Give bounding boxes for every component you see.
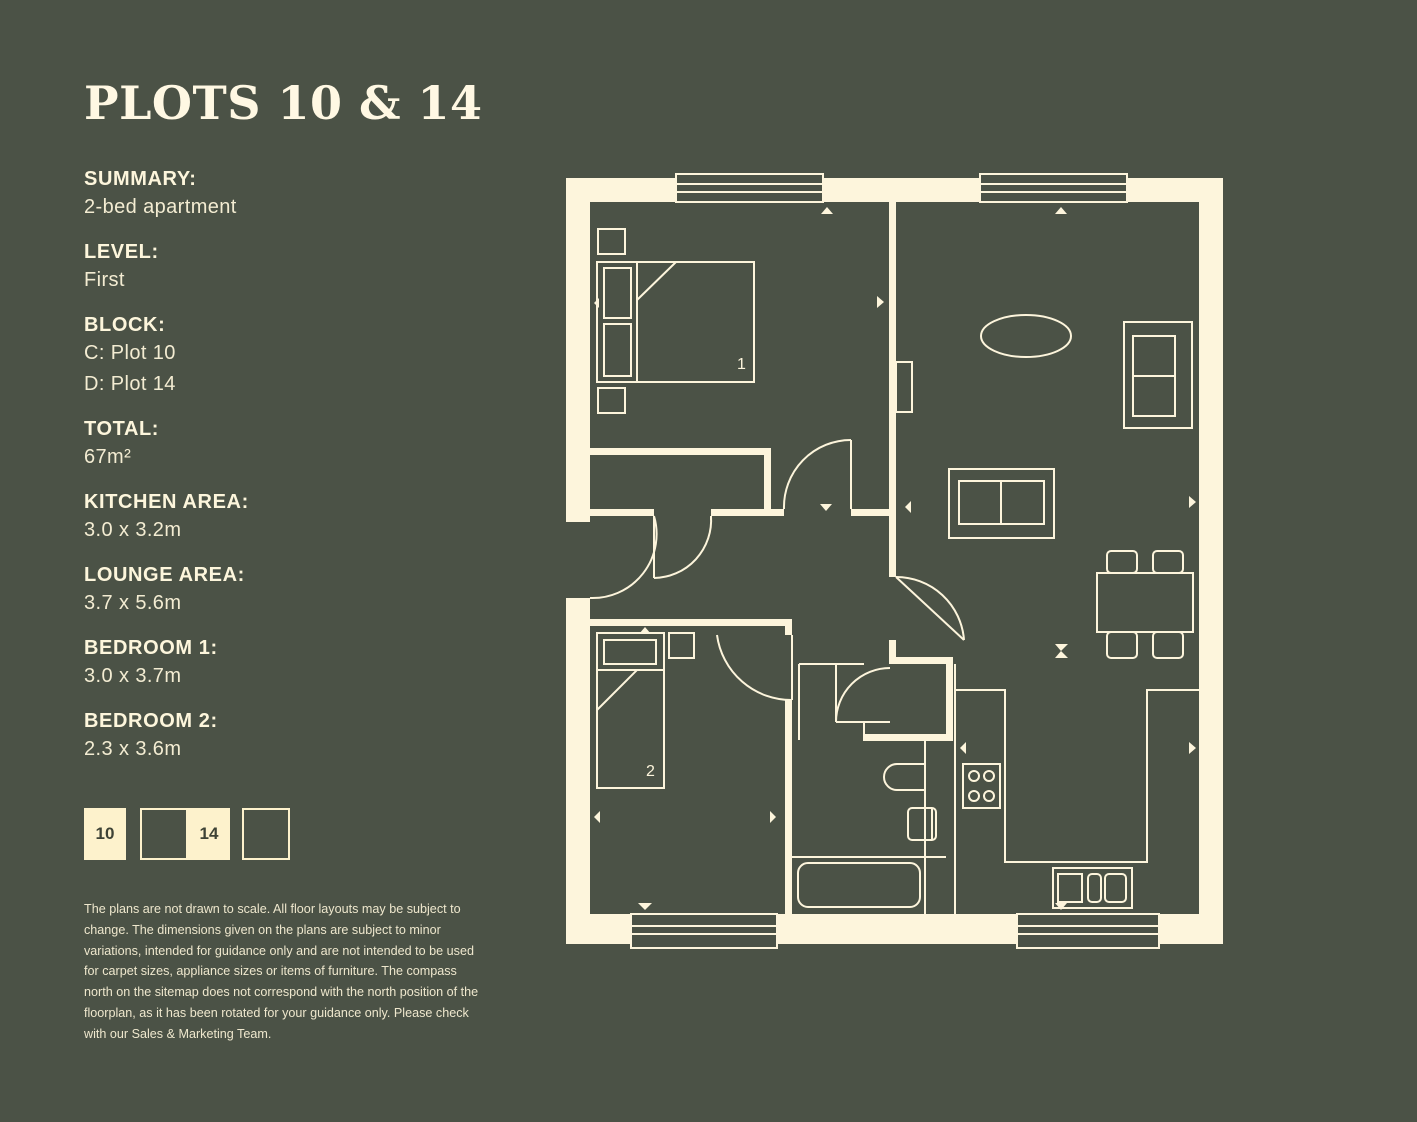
disclaimer-text: The plans are not drawn to scale. All floor layouts may be subject to change. The dimensions given on the plans are subject to minor variations, intended for guidance only and are not intended to be used for carpet sizes, appliance sizes or items of furniture. The compass north on the sitemap does not correspond with the north position of the floorplan, as it has been rotated for your guidance only. Please check with our Sales & Marketing Team. xyxy=(84,902,479,1041)
bathtub xyxy=(798,863,920,907)
toilet xyxy=(884,764,925,790)
double-bed xyxy=(597,262,754,382)
spec-label: BEDROOM 2: xyxy=(84,710,218,732)
spec-value: 3.7 x 5.6m xyxy=(84,592,182,614)
pillow-icon xyxy=(604,268,631,318)
spec-kitchen-area xyxy=(84,489,404,546)
plot-key-diagram xyxy=(84,808,294,864)
window-top-right xyxy=(980,174,1127,202)
coffee-table xyxy=(981,315,1071,357)
plot-key-empty xyxy=(242,808,290,860)
spec-summary xyxy=(84,166,404,223)
floorplan xyxy=(560,170,1240,960)
bedside-table xyxy=(598,388,625,413)
spec-label: BLOCK: xyxy=(84,314,166,336)
fixtures xyxy=(597,229,1199,914)
radiator xyxy=(896,362,912,412)
bedside-table xyxy=(669,633,694,658)
window-top-left xyxy=(676,174,823,202)
specs-list xyxy=(84,166,404,781)
spec-value: 3.0 x 3.2m xyxy=(84,519,182,541)
page-title: PLOTS 10 & 14 xyxy=(84,76,483,130)
spec-value: First xyxy=(84,269,125,291)
spec-value: 3.0 x 3.7m xyxy=(84,665,182,687)
spec-label: TOTAL: xyxy=(84,418,160,440)
bedside-table xyxy=(598,229,625,254)
spec-value: 67m² xyxy=(84,446,132,468)
spec-level xyxy=(84,239,404,296)
spec-value: C: Plot 10 xyxy=(84,342,176,364)
spec-value: 2-bed apartment xyxy=(84,196,237,218)
spec-label: KITCHEN AREA: xyxy=(84,491,249,513)
spec-block xyxy=(84,312,404,400)
window-bottom-left xyxy=(631,914,777,948)
doors xyxy=(590,440,964,741)
spec-label: LOUNGE AREA: xyxy=(84,564,245,586)
pillow-icon xyxy=(604,640,656,664)
spec-bedroom-1 xyxy=(84,635,404,692)
plot-key-10: 10 xyxy=(84,808,126,860)
spec-label: BEDROOM 1: xyxy=(84,637,218,659)
spec-total xyxy=(84,416,404,473)
bedroom-1-number: 1 xyxy=(737,356,746,373)
spec-bedroom-2 xyxy=(84,708,404,765)
spec-label: SUMMARY: xyxy=(84,168,197,190)
plot-key-empty xyxy=(140,808,188,860)
spec-value: 2.3 x 3.6m xyxy=(84,738,182,760)
spec-lounge-area xyxy=(84,562,404,619)
bedroom-2-number: 2 xyxy=(646,763,655,780)
hob xyxy=(963,764,1000,808)
spec-label: LEVEL: xyxy=(84,241,159,263)
pillow-icon xyxy=(604,324,631,376)
plot-key-14: 14 xyxy=(188,808,230,860)
window-bottom-right xyxy=(1017,914,1159,948)
spec-value: D: Plot 14 xyxy=(84,373,176,395)
dining-table xyxy=(1097,573,1193,632)
